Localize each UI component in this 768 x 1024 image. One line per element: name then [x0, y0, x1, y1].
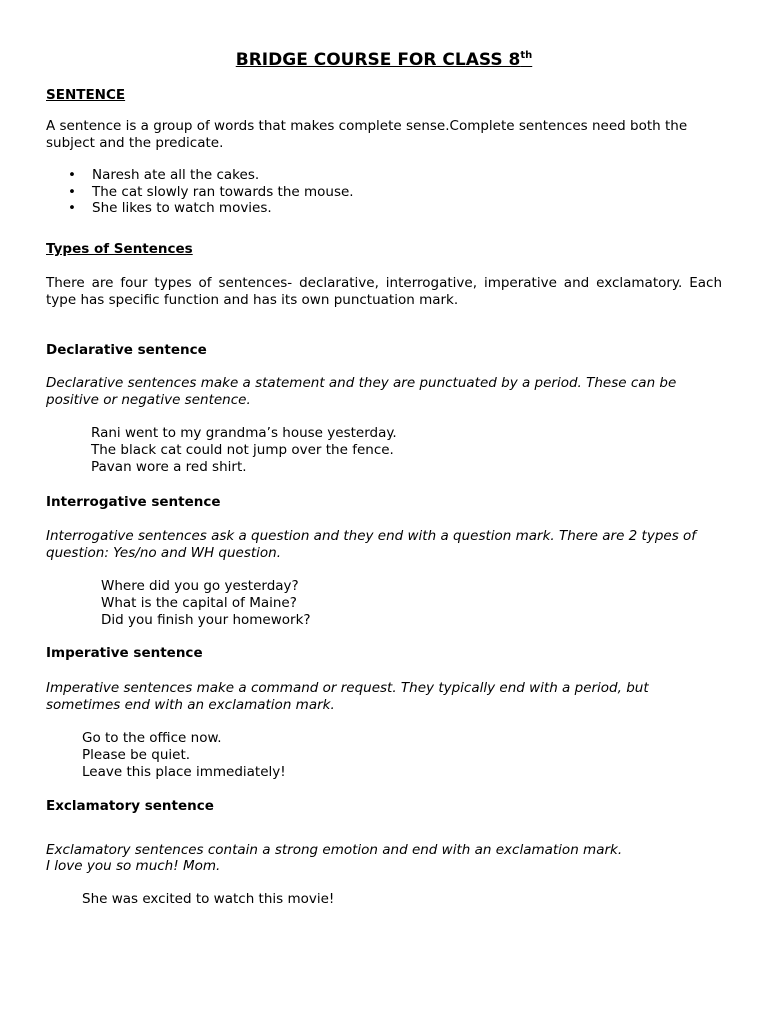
sentence-definition: A sentence is a group of words that makes complete sense.Complete sentences need both the subject and the predicate. — [46, 118, 688, 151]
list-item: • Naresh ate all the cakes. — [46, 167, 354, 184]
exclamatory-heading: Exclamatory sentence — [46, 798, 214, 814]
imperative-examples — [82, 730, 286, 781]
declarative-description: Declarative sentences make a statement and they are punctuated by a period. These can be positive or negative sentence. — [46, 375, 677, 408]
exclamatory-description: Exclamatory sentences contain a strong emotion and end with an exclamation mark. — [46, 842, 623, 858]
list-item: Go to the office now. — [82, 730, 222, 746]
title-text: BRIDGE COURSE FOR CLASS 8 — [235, 50, 521, 70]
list-item: • The cat slowly ran towards the mouse. — [46, 184, 354, 201]
title-superscript: th — [520, 50, 533, 61]
sentence-examples-list — [46, 167, 354, 217]
types-intro: There are four types of sentences- declarative, interrogative, imperative and exclamatory. Each type has specific function and has its own punctuation mark. — [46, 275, 722, 308]
exclamatory-examples — [82, 891, 334, 908]
list-item: What is the capital of Maine? — [101, 595, 297, 611]
list-item: The black cat could not jump over the fence. — [91, 442, 394, 458]
declarative-examples — [91, 425, 397, 476]
list-item: She was excited to watch this movie! — [82, 891, 335, 907]
list-item: Did you finish your homework? — [101, 612, 311, 628]
interrogative-description: Interrogative sentences ask a question and they end with a question mark. There are 2 types of question: Yes/no and WH question. — [46, 528, 697, 561]
imperative-heading: Imperative sentence — [46, 645, 203, 661]
list-item: Pavan wore a red shirt. — [91, 459, 247, 475]
list-item: Where did you go yesterday? — [101, 578, 299, 594]
list-item: Please be quiet. — [82, 747, 191, 763]
list-item: • She likes to watch movies. — [46, 200, 354, 217]
interrogative-examples — [101, 578, 311, 629]
imperative-description: Imperative sentences make a command or request. They typically end with a period, but sometimes end with an exclamation mark. — [46, 680, 649, 713]
page-title — [0, 50, 768, 70]
exclamatory-description-line2: I love you so much! Mom. — [46, 858, 221, 874]
sentence-heading: SENTENCE — [46, 87, 126, 103]
list-item: Leave this place immediately! — [82, 764, 286, 780]
declarative-heading: Declarative sentence — [46, 342, 207, 358]
interrogative-heading: Interrogative sentence — [46, 494, 221, 510]
types-heading: Types of Sentences — [46, 241, 193, 257]
list-item: Rani went to my grandma’s house yesterday. — [91, 425, 397, 441]
